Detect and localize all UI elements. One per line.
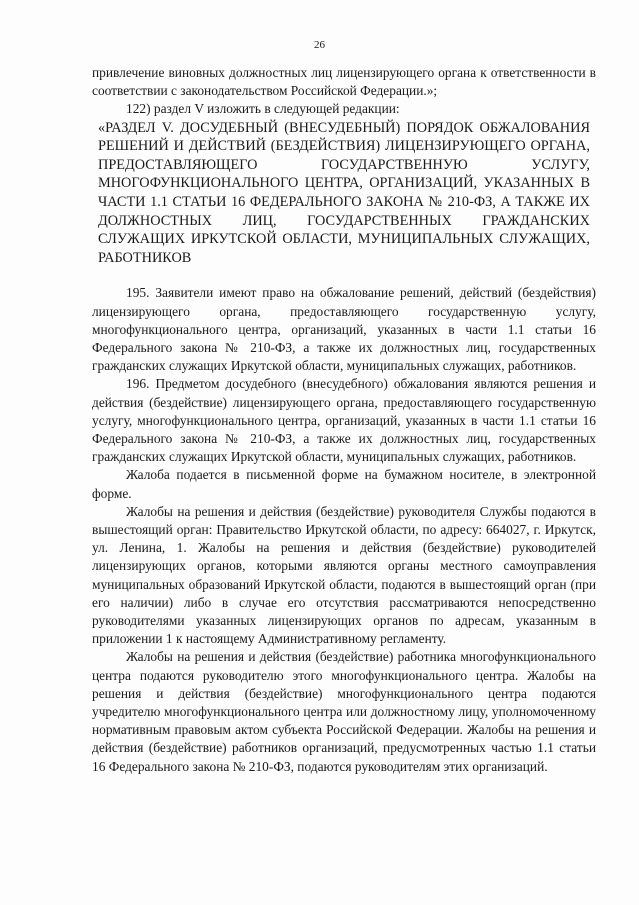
paragraph-complaints-head: Жалобы на решения и действия (бездействие) руководителя Службы подаются в вышестоящий орган: Правительство Иркутской области, по адресу: 664027, г. Иркутск, ул. Ленина, 1. Жалобы на решения и действия (бездействие) руководителей лицензирующих органов, которыми являются органы местного самоуправления муниципальных образований Иркутской области, подаются в вышестоящий орган (при его наличии) либо в случае его отсутствия рассматриваются непосредственно руководителями указанных лицензирующих органов по адресам, указанным в приложении 1 к настоящему Административному регламенту. — [92, 503, 596, 647]
paragraph-continuation: привлечение виновных должностных лиц лицензирующего органа к ответственности в соответствии с законодательством Российской Федерации.»; — [92, 65, 596, 99]
paragraph-complaint-form: Жалоба подается в письменной форме на бумажном носителе, в электронной форме. — [92, 467, 596, 501]
document-body — [92, 64, 596, 776]
spacer — [92, 267, 596, 284]
section-heading: «РАЗДЕЛ V. ДОСУДЕБНЫЙ (ВНЕСУДЕБНЫЙ) ПОРЯДОК ОБЖАЛОВАНИЯ РЕШЕНИЙ И ДЕЙСТВИЙ (БЕЗДЕЙСТВИЯ) ЛИЦЕНЗИРУЮЩЕГО ОРГАНА, ПРЕДОСТАВЛЯЮЩЕГО ГОСУДАРСТВЕННУЮ УСЛУГУ, МНОГОФУНКЦИОНАЛЬНОГО ЦЕНТРА, ОРГАНИЗАЦИЙ, УКАЗАННЫХ В ЧАСТИ 1.1 СТАТЬИ 16 ФЕДЕРАЛЬНОГО ЗАКОНА № 210-ФЗ, А ТАКЖЕ ИХ ДОЛЖНОСТНЫХ ЛИЦ, ГОСУДАРСТВЕННЫХ ГРАЖДАНСКИХ СЛУЖАЩИХ ИРКУТСКОЙ ОБЛАСТИ, МУНИЦИПАЛЬНЫХ СЛУЖАЩИХ, РАБОТНИКОВ — [98, 119, 590, 266]
paragraph-complaints-mfc: Жалобы на решения и действия (бездействие) работника многофункционального центра подаются руководителю этого многофункционального центра. Жалобы на решения и действия (бездействие) многофункционального центра подаются учредителю многофункционального центра или должностному лицу, уполномоченному нормативным правовым актом субъекта Российской Федерации. Жалобы на решения и действия (бездействие) работников организаций, предусмотренных частью 1.1 статьи 16 Федерального закона № 210-ФЗ, подаются руководителям этих организаций. — [92, 649, 596, 774]
paragraph-196: 196. Предметом досудебного (внесудебного) обжалования являются решения и действия (бездействие) лицензирующего органа, предоставляющего государственную услугу, многофункционального центра, организаций, указанных в части 1.1 статьи 16 Федерального закона № 210-ФЗ, а также их должностных лиц, государственных гражданских служащих Иркутской области, муниципальных служащих, работников. — [92, 376, 596, 465]
page-number: 26 — [314, 39, 325, 51]
paragraph-amendment-122: 122) раздел V изложить в следующей редакции: — [126, 101, 400, 117]
paragraph-195: 195. Заявители имеют право на обжалование решений, действий (бездействия) лицензирующего органа, предоставляющего государственную услугу, многофункционального центра, организаций, указанных в части 1.1 статьи 16 Федерального закона № 210-ФЗ, а также их должностных лиц, государственных гражданских служащих Иркутской области, муниципальных служащих, работников. — [92, 285, 596, 374]
